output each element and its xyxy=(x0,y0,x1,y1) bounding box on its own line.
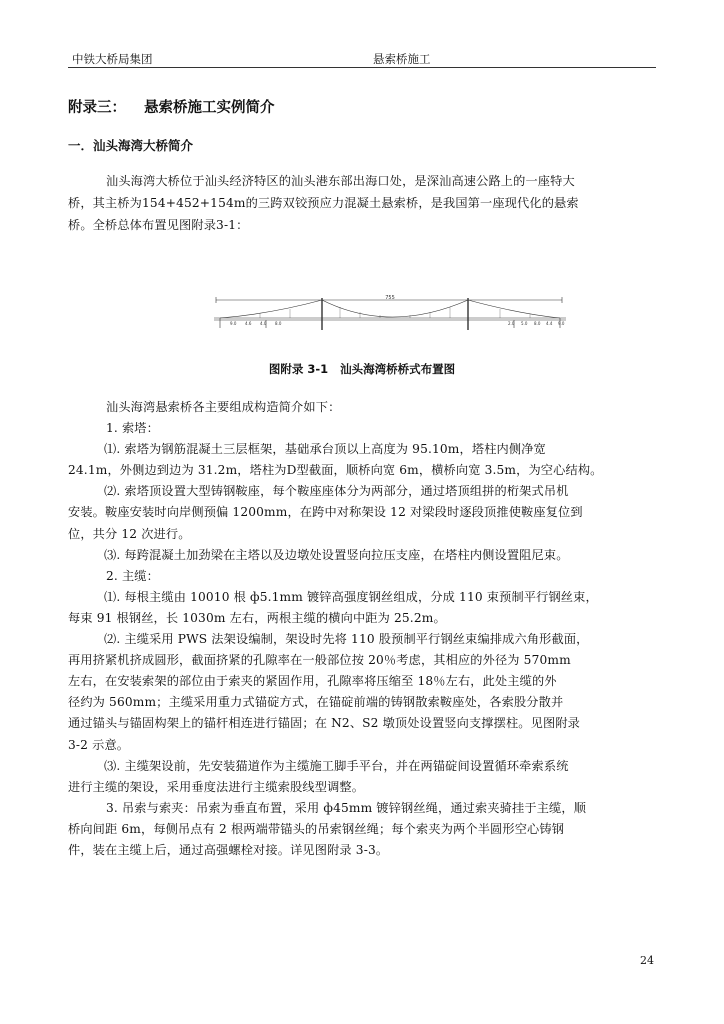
body-line: 安装。鞍座安装时向岸侧预偏 1200mm，在跨中对称架设 12 对梁段时逐段顶推使鞍座复位到 xyxy=(68,505,583,520)
body-line: 位，共分 12 次进行。 xyxy=(68,526,191,541)
right-side-cable xyxy=(468,300,560,318)
body-line: 2. 主缆： xyxy=(106,568,159,583)
body-line: 通过锚头与锚固构架上的锚杆相连进行锚固；在 N2、S2 墩顶处设置竖向支撑摆柱。见图附录 xyxy=(68,716,580,731)
section-title: 一．汕头海湾大桥简介 xyxy=(68,138,194,153)
tick-label: 4.6 xyxy=(245,321,252,326)
intro-line: 桥。全桥总体布置见图附录3-1： xyxy=(68,218,249,232)
body-line: 桥向间距 6m，每侧吊点有 2 根两端带锚头的吊索钢丝绳；每个索夹为两个半圆形空心铸钢 xyxy=(68,821,565,836)
header-chapter: 悬索桥施工 xyxy=(373,52,431,66)
tick-label: 2.0 xyxy=(508,321,515,326)
appendix-heading: 悬索桥施工实例简介 xyxy=(144,100,275,116)
dimension-label: 755 xyxy=(385,295,395,301)
body-line: 3-2 示意。 xyxy=(68,737,130,752)
tick-label: 5.0 xyxy=(521,321,528,326)
appendix-title xyxy=(68,96,275,117)
tick-label: 4.0 xyxy=(260,321,267,326)
tick-label: 4.4 xyxy=(546,321,553,326)
body-line: ⑵. 索塔顶设置大型铸钢鞍座，每个鞍座座体分为两部分，通过塔顶组拼的桁架式吊机 xyxy=(104,484,569,499)
body-line: ⑴. 索塔为钢筋混凝土三层框架，基础承台顶以上高度为 95.10m，塔柱内侧净宽 xyxy=(104,442,546,457)
body-line: 再用挤紧机挤成圆形，截面挤紧的孔隙率在一般部位按 20％考虑，其相应的外径为 570mm xyxy=(68,653,571,668)
tick-label: 9.0 xyxy=(558,321,565,326)
body-line: 径约为 560mm；主缆采用重力式锚碇方式，在锚碇前端的铸钢散索鞍座处，各索股分散并 xyxy=(68,695,564,710)
body-line: ⑴. 每根主缆由 10010 根 ф5.1mm 镀锌高强度钢丝组成，分成 110 束预制平行钢丝束， xyxy=(104,589,598,604)
body-line: ⑶. 每跨混凝土加劲梁在主塔以及边墩处设置竖向拉压支座，在塔柱内侧设置阻尼束。 xyxy=(104,547,569,562)
intro-line: 汕头海湾大桥位于汕头经济特区的汕头港东部出海口处，是深汕高速公路上的一座特大 xyxy=(106,174,575,188)
appendix-label: 附录三： xyxy=(68,100,126,116)
body-line: 3. 吊索与索夹：吊索为垂直布置，采用 ф45mm 镀锌钢丝绳，通过索夹骑挂于主缆，顺 xyxy=(106,800,587,815)
page-number: 24 xyxy=(640,954,654,967)
intro-paragraph xyxy=(68,170,656,236)
body-line: 汕头海湾悬索桥各主要组成构造简介如下： xyxy=(106,400,341,414)
body-line: ⑵. 主缆采用 PWS 法架设编制，架设时先将 110 股预制平行钢丝束编排成六角形截面， xyxy=(104,632,589,647)
page-header xyxy=(68,51,656,68)
tick-label: 8.0 xyxy=(275,321,282,326)
figure-caption xyxy=(0,361,724,377)
body-line: 每束 91 根钢丝，长 1030m 左右，两根主缆的横向中距为 25.2m。 xyxy=(68,610,446,625)
main-span-cable xyxy=(322,300,468,317)
header-organization: 中铁大桥局集团 xyxy=(72,52,153,66)
body-line: 左右，在安装索架的部位由于索夹的紧固作用，孔隙率将压缩至 18％左右，此处主缆的外 xyxy=(68,674,557,689)
caption-number: 图附录 3-1 xyxy=(268,362,329,376)
body-line: 24.1m，外侧边到边为 31.2m，塔柱为D型截面，顺桥向宽 6m，横桥向宽 3.5m，为空心结构。 xyxy=(68,463,603,478)
intro-line: 桥，其主桥为154+452+154m的三跨双铰预应力混凝土悬索桥，是我国第一座现代化的悬索 xyxy=(68,196,579,210)
body-line: 1. 索塔： xyxy=(106,421,159,436)
body-line: 件，装在主缆上后，通过高强螺栓对接。详见图附录 3-3。 xyxy=(68,842,389,857)
body-line: ⑶. 主缆架设前，先安装猫道作为主缆施工脚手平台，并在两锚碇间设置循环牵索系统 xyxy=(104,758,569,773)
body-line: 进行主缆的架设，采用垂度法进行主缆索股线型调整。 xyxy=(68,779,365,794)
body-text xyxy=(68,397,656,861)
left-side-cable xyxy=(220,300,322,318)
bridge-layout-figure xyxy=(210,294,570,338)
tick-label: 8.0 xyxy=(534,321,541,326)
tick-label: 9.0 xyxy=(230,321,237,326)
caption-text: 汕头海湾桥桥式布置图 xyxy=(340,362,456,376)
